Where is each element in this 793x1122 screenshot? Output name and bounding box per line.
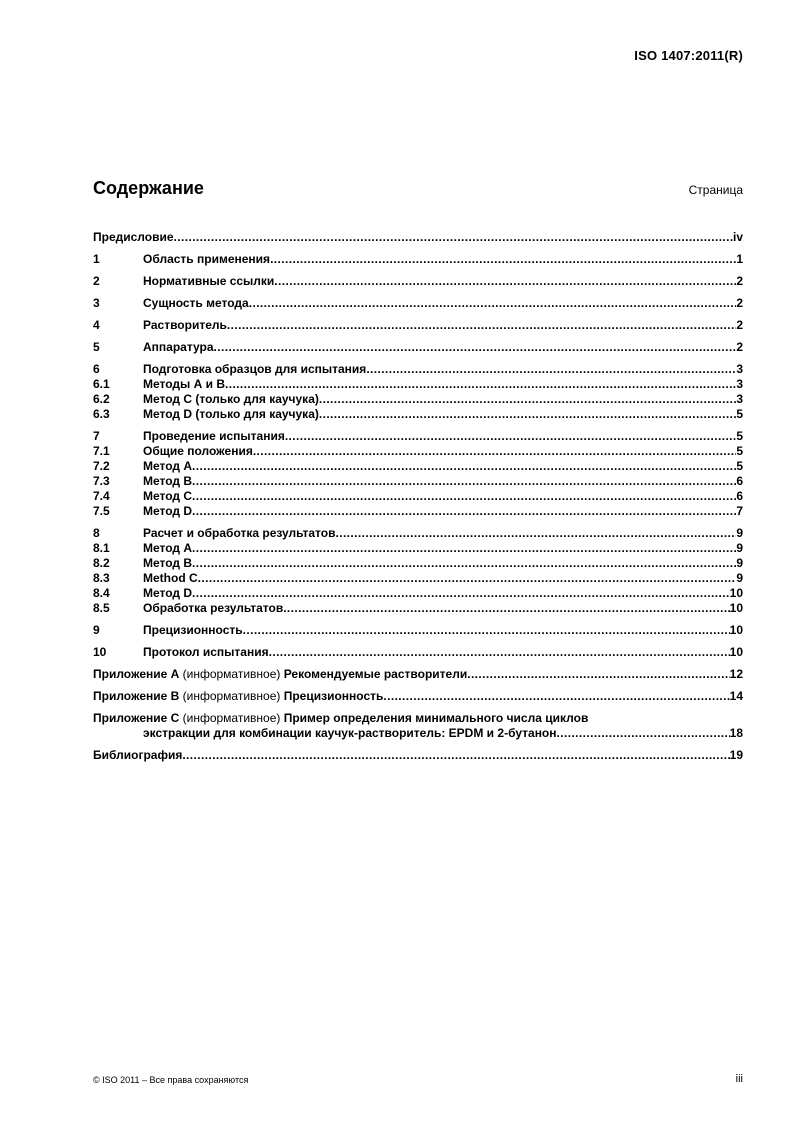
- toc-entry-section-8-1[interactable]: [93, 541, 743, 556]
- toc-entry-number: 10: [93, 645, 107, 659]
- toc-entry-section-8-4[interactable]: [93, 586, 743, 601]
- toc-entry-page: 9: [736, 556, 743, 570]
- toc-entry-page: 3: [736, 392, 743, 406]
- toc-entry-title: Метод А: [143, 541, 193, 555]
- toc-leader-dots: [192, 489, 736, 504]
- toc-entry-annex-b[interactable]: [93, 689, 743, 704]
- toc-entry-number: 7.4: [93, 489, 110, 503]
- toc-entry-title: Область применения: [143, 252, 271, 266]
- toc-entry-number: 6.3: [93, 407, 110, 421]
- toc-leader-dots: [319, 407, 736, 422]
- toc-leader-dots: [270, 252, 736, 267]
- toc-entry-page: 3: [736, 362, 743, 376]
- toc-entry-title: Проведение испытания: [143, 429, 285, 443]
- toc-entry-page: 14: [729, 689, 743, 703]
- toc-entry-page: 10: [729, 586, 743, 600]
- toc-entry-page: 19: [729, 748, 743, 762]
- toc-entry-page: 5: [736, 407, 743, 421]
- toc-entry-title: Протокол испытания: [143, 645, 269, 659]
- toc-entry-number: 9: [93, 623, 100, 637]
- toc-entry-title-line-1: Пример определения минимального числа циклов: [283, 711, 589, 725]
- toc-entry-number: 1: [93, 252, 100, 266]
- toc-entry-page: iv: [732, 230, 743, 244]
- toc-entry-section-7[interactable]: [93, 429, 743, 444]
- toc-entry-page: 9: [736, 526, 743, 540]
- toc-entry-page: 12: [729, 667, 743, 681]
- toc-entry-page: 18: [729, 726, 743, 740]
- toc-entry-number: 6: [93, 362, 100, 376]
- toc-entry-section-6-3[interactable]: [93, 407, 743, 422]
- toc-leader-dots: [192, 459, 736, 474]
- toc-leader-dots: [192, 504, 736, 519]
- toc-entry-title: Общие положения: [143, 444, 253, 458]
- toc-leader-dots: [253, 444, 736, 459]
- toc-entry-page: 1: [736, 252, 743, 266]
- toc-leader-dots: [182, 748, 729, 763]
- toc-leader-dots: [198, 571, 737, 586]
- toc-entry-page: 2: [736, 274, 743, 288]
- toc-entry-number: 8.4: [93, 586, 110, 600]
- toc-entry-number: 6.2: [93, 392, 110, 406]
- toc-entry-annex-c[interactable]: [93, 711, 743, 741]
- toc-annex-prefix: Приложение С: [93, 711, 180, 725]
- toc-leader-dots: [557, 726, 730, 741]
- toc-leader-dots: [227, 318, 736, 333]
- toc-leader-dots: [249, 296, 737, 311]
- toc-entry-section-6[interactable]: [93, 362, 743, 377]
- toc-entry-page: 5: [736, 444, 743, 458]
- toc-entry-page: 3: [736, 377, 743, 391]
- toc-page-label: Страница: [688, 183, 743, 197]
- toc-entry-page: 5: [736, 459, 743, 473]
- toc-entry-title: Сущность метода: [143, 296, 249, 310]
- toc-entry-title: Метод D (только для каучука): [143, 407, 319, 421]
- toc-entry-title: Method C: [143, 571, 198, 585]
- toc-entry-number: 7.3: [93, 474, 110, 488]
- toc-entry-page: 6: [736, 474, 743, 488]
- toc-entry-page: 10: [729, 623, 743, 637]
- toc-entry-title: Растворитель: [143, 318, 227, 332]
- toc-entry-section-8-5[interactable]: [93, 601, 743, 616]
- toc-entry-title: Библиография: [93, 748, 183, 762]
- toc-entry-number: 5: [93, 340, 100, 354]
- toc-entry-page: 2: [736, 296, 743, 310]
- toc-entry-section-7-5[interactable]: [93, 504, 743, 519]
- toc-entry-page: 9: [736, 541, 743, 555]
- toc-leader-dots: [383, 689, 729, 704]
- toc-entry-section-10[interactable]: [93, 645, 743, 660]
- table-of-contents: [93, 230, 743, 763]
- toc-entry-number: 7.5: [93, 504, 110, 518]
- toc-entry-title: Метод В: [143, 474, 193, 488]
- toc-entry-number: 6.1: [93, 377, 110, 391]
- toc-entry-page: 10: [729, 601, 743, 615]
- toc-leader-dots: [192, 556, 736, 571]
- toc-annex-kind: (информативное): [179, 689, 284, 703]
- toc-annex-prefix: Приложение В: [93, 689, 180, 703]
- toc-annex-kind: (информативное): [179, 667, 284, 681]
- toc-entry-number: 7.2: [93, 459, 110, 473]
- toc-entry-page: 9: [736, 571, 743, 585]
- toc-entry-title: Рекомендуемые растворители: [283, 667, 468, 681]
- toc-entry-page: 7: [736, 504, 743, 518]
- toc-entry-title: Расчет и обработка результатов: [143, 526, 336, 540]
- toc-entry-title: Предисловие: [93, 230, 174, 244]
- toc-entry-annex-a[interactable]: [93, 667, 743, 682]
- toc-entry-title: Подготовка образцов для испытания: [143, 362, 367, 376]
- toc-entry-bibliography[interactable]: [93, 748, 743, 763]
- toc-leader-dots: [467, 667, 729, 682]
- toc-entry-title: Метод А: [143, 459, 193, 473]
- toc-entry-title: Аппаратура: [143, 340, 214, 354]
- toc-entry-number: 3: [93, 296, 100, 310]
- toc-entry-page: 2: [736, 340, 743, 354]
- toc-leader-dots: [225, 377, 736, 392]
- toc-entry-section-2[interactable]: [93, 274, 743, 289]
- toc-leader-dots: [192, 474, 736, 489]
- toc-entry-number: 7.1: [93, 444, 110, 458]
- toc-leader-dots: [192, 586, 730, 601]
- toc-entry-section-4[interactable]: [93, 318, 743, 333]
- toc-entry-title: Метод D: [143, 586, 193, 600]
- toc-entry-section-9[interactable]: [93, 623, 743, 638]
- toc-entry-number: 8: [93, 526, 100, 540]
- toc-title: Содержание: [93, 178, 204, 198]
- toc-leader-dots: [192, 541, 736, 556]
- toc-entry-page: 10: [729, 645, 743, 659]
- document-id: ISO 1407:2011(R): [634, 48, 743, 63]
- toc-leader-dots: [243, 623, 730, 638]
- toc-entry-title-line-2: экстракции для комбинации каучук-растворитель: EPDM и 2-бутанон: [143, 726, 557, 740]
- toc-header: [93, 178, 743, 204]
- toc-leader-dots: [335, 526, 736, 541]
- toc-entry-section-1[interactable]: [93, 252, 743, 267]
- toc-entry-page: 5: [736, 429, 743, 443]
- toc-entry-number: 8.2: [93, 556, 110, 570]
- toc-entry-section-6-1[interactable]: [93, 377, 743, 392]
- toc-entry-number: 8.3: [93, 571, 110, 585]
- toc-entry-number: 7: [93, 429, 100, 443]
- toc-entry-foreword[interactable]: [93, 230, 743, 245]
- toc-annex-prefix: Приложение А: [93, 667, 180, 681]
- toc-entry-title: Метод С (только для каучука): [143, 392, 319, 406]
- toc-entry-number: 2: [93, 274, 100, 288]
- toc-entry-number: 8.5: [93, 601, 110, 615]
- toc-annex-c-line-2: [93, 726, 743, 741]
- toc-entry-section-3[interactable]: [93, 296, 743, 311]
- toc-entry-section-8-2[interactable]: [93, 556, 743, 571]
- toc-entry-title: Прецизионность: [283, 689, 384, 703]
- toc-entry-title: Нормативные ссылки: [143, 274, 275, 288]
- toc-entry-section-8[interactable]: [93, 526, 743, 541]
- toc-entry-title: Методы А и В: [143, 377, 225, 391]
- toc-leader-dots: [283, 601, 729, 616]
- toc-entry-section-7-4[interactable]: [93, 489, 743, 504]
- toc-entry-section-8-3[interactable]: [93, 571, 743, 586]
- toc-entry-title: Метод D: [143, 504, 193, 518]
- toc-leader-dots: [285, 429, 736, 444]
- toc-annex-kind: (информативное): [179, 711, 284, 725]
- toc-entry-title: Обработка результатов: [143, 601, 284, 615]
- toc-entry-section-7-3[interactable]: [93, 474, 743, 489]
- toc-entry-title: Метод С: [143, 489, 193, 503]
- footer-copyright: © ISO 2011 – Все права сохраняются: [93, 1075, 249, 1085]
- toc-leader-dots: [174, 230, 733, 245]
- toc-leader-dots: [269, 645, 730, 660]
- toc-entry-page: 2: [736, 318, 743, 332]
- toc-entry-section-5[interactable]: [93, 340, 743, 355]
- toc-leader-dots: [366, 362, 736, 377]
- toc-entry-number: 8.1: [93, 541, 110, 555]
- toc-entry-title: Прецизионность: [143, 623, 243, 637]
- toc-annex-c-line-1: [93, 711, 743, 726]
- toc-leader-dots: [319, 392, 736, 407]
- toc-entry-number: 4: [93, 318, 100, 332]
- toc-entry-section-7-1[interactable]: [93, 444, 743, 459]
- toc-entry-page: 6: [736, 489, 743, 503]
- toc-entry-section-6-2[interactable]: [93, 392, 743, 407]
- toc-leader-dots: [214, 340, 737, 355]
- toc-entry-title: Метод В: [143, 556, 193, 570]
- toc-leader-dots: [274, 274, 736, 289]
- toc-entry-section-7-2[interactable]: [93, 459, 743, 474]
- footer-page-number: iii: [735, 1073, 743, 1085]
